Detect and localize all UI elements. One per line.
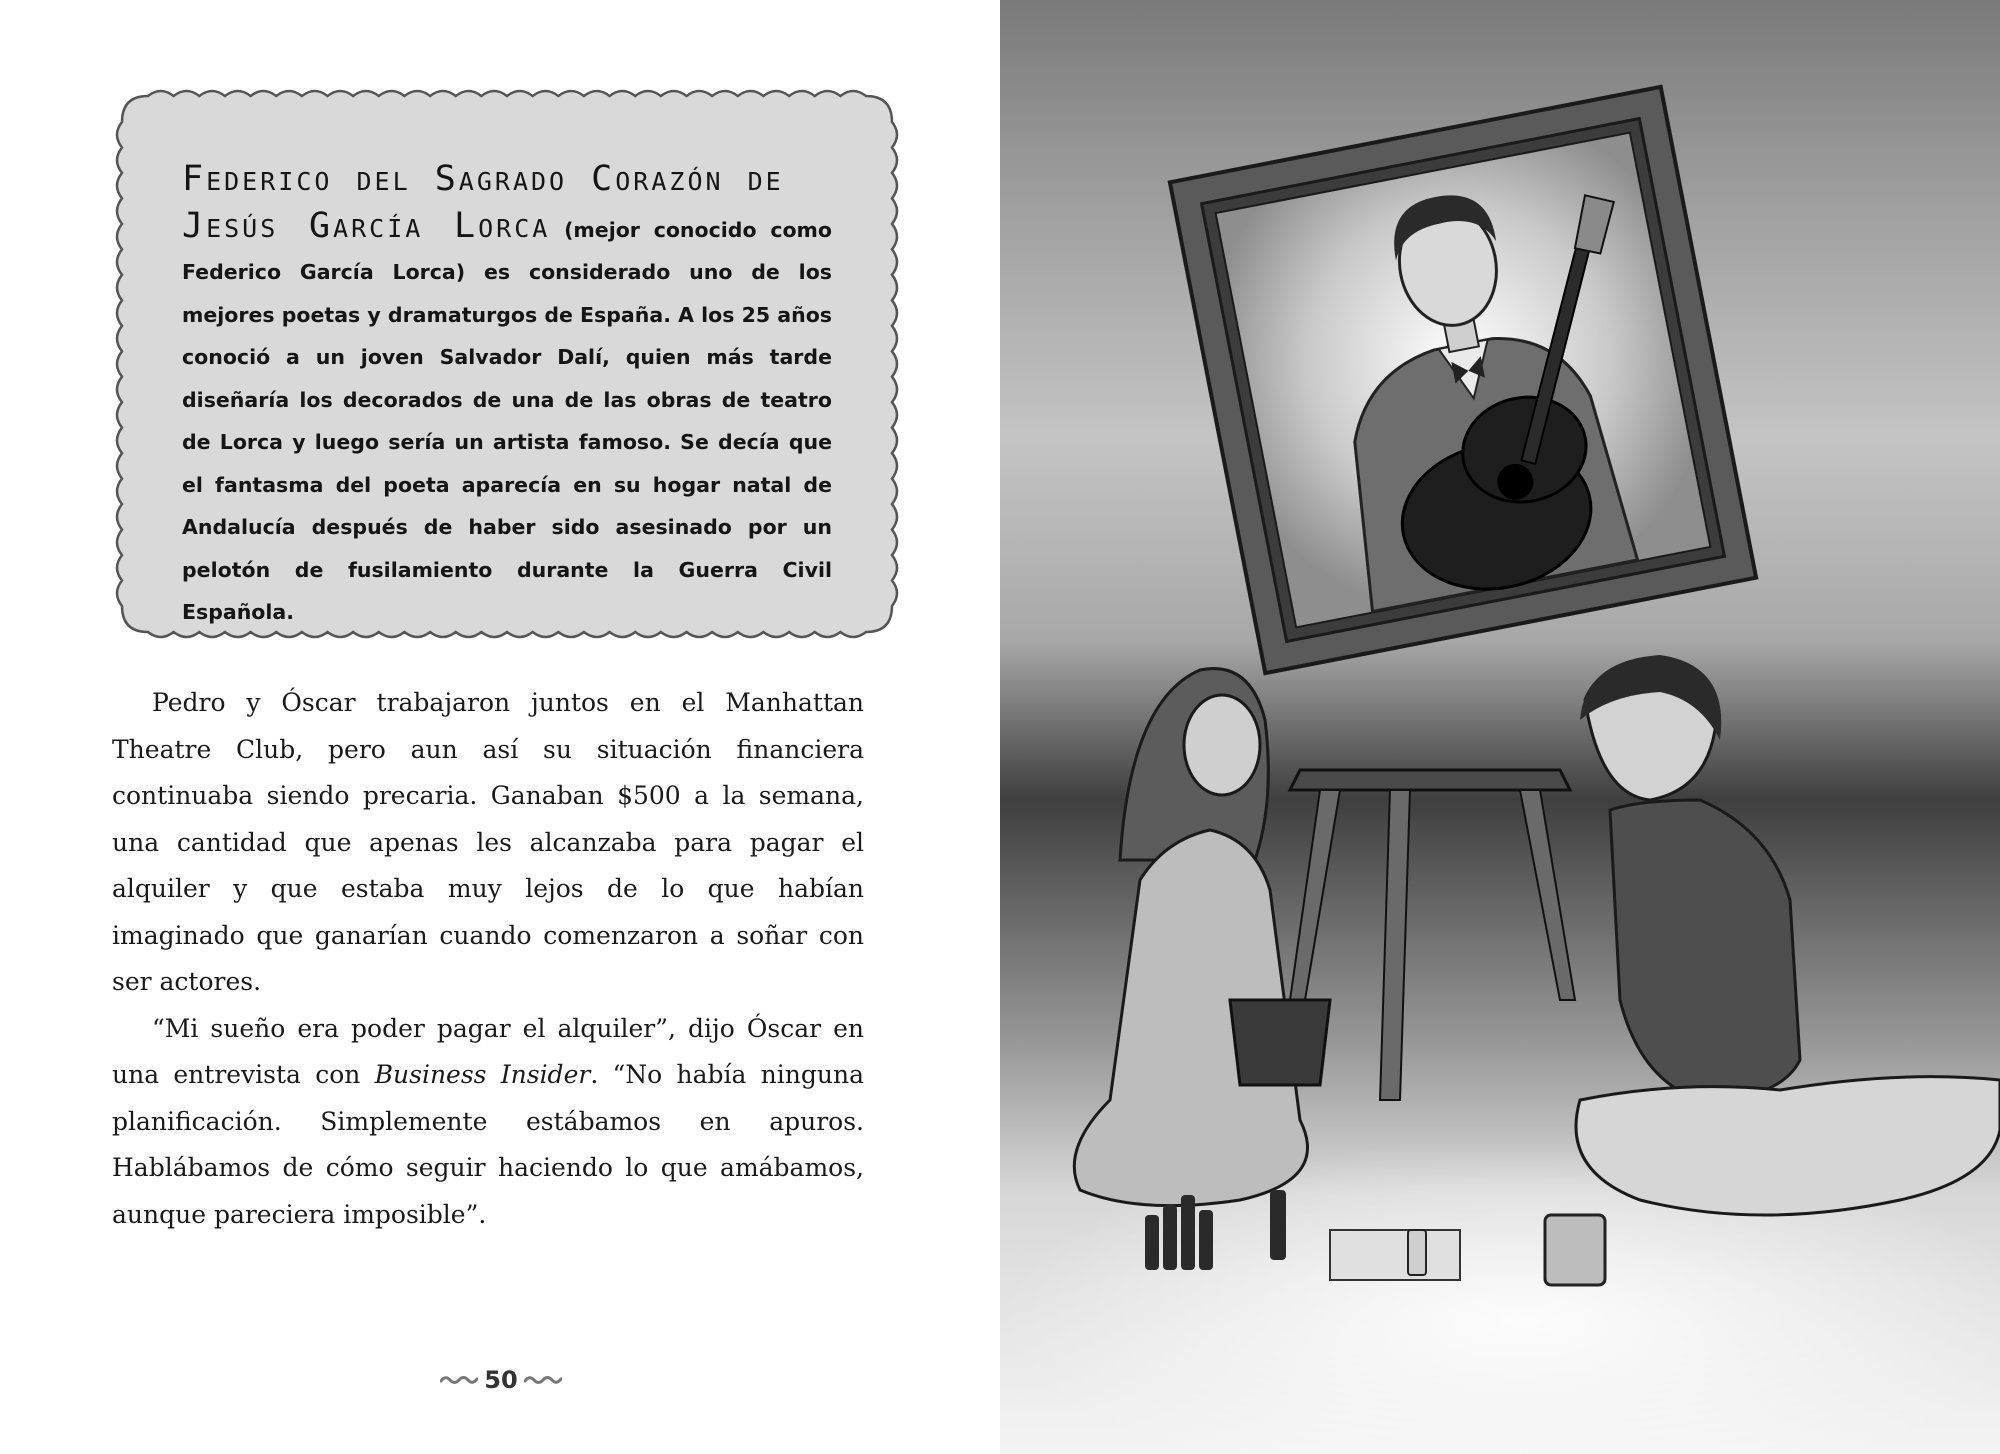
page-number-text: 50 <box>484 1366 518 1394</box>
paragraph-2 <box>112 1006 864 1239</box>
paragraph-1: Pedro y Óscar trabajaron juntos en el Manhattan Theatre Club, pero aun así su situación financiera continuaba siendo precaria. Ganaban $500 a la semana, una cantidad que apenas les alcanzaba para pagar el alquiler y que estaba muy lejos de lo que habían imaginado que ganarían cuando comenzaron a soñar con ser actores. <box>112 688 864 996</box>
illustration-art <box>1000 0 2000 1454</box>
paragraph-2-italic: Business Insider <box>374 1060 591 1089</box>
wave-ornament-right-icon <box>524 1373 562 1387</box>
wave-ornament-left-icon <box>440 1373 478 1387</box>
illustration <box>1000 0 2000 1454</box>
portrait-frame <box>1170 87 1756 673</box>
sidebar-title-line2: Jesús García Lorca <box>182 205 551 246</box>
page-number <box>436 1362 566 1398</box>
sidebar-text: (mejor conocido como Federico García Lorca) es considerado uno de los mejores poetas y dramaturgos de España. A los 25 años conoció a un joven Salvador Dalí, quien más tarde diseñaría los decorados de una de las obras de teatro de Lorca y luego sería un artista famoso. Se decía que el fantasma del poeta aparecía en su hogar natal de Andalucía después de haber sido asesinado por un pelotón de fusilamiento durante la Guerra Civil Española. <box>182 217 832 624</box>
sidebar-content <box>182 158 832 634</box>
paragraph-2-start: “Mi sueño era poder pagar el alquiler”, dijo Óscar en una entrevista con <box>112 1013 864 1089</box>
paragraph-2-end: . “No había ninguna planificación. Simplemente estábamos en apuros. Hablábamos de cómo seguir haciendo lo que amábamos, aunque pareciera imposible”. <box>112 1060 864 1229</box>
body-text <box>112 680 864 1238</box>
sidebar-title-line1: Federico del Sagrado Corazón de <box>182 159 784 199</box>
sidebar-box <box>112 86 902 642</box>
